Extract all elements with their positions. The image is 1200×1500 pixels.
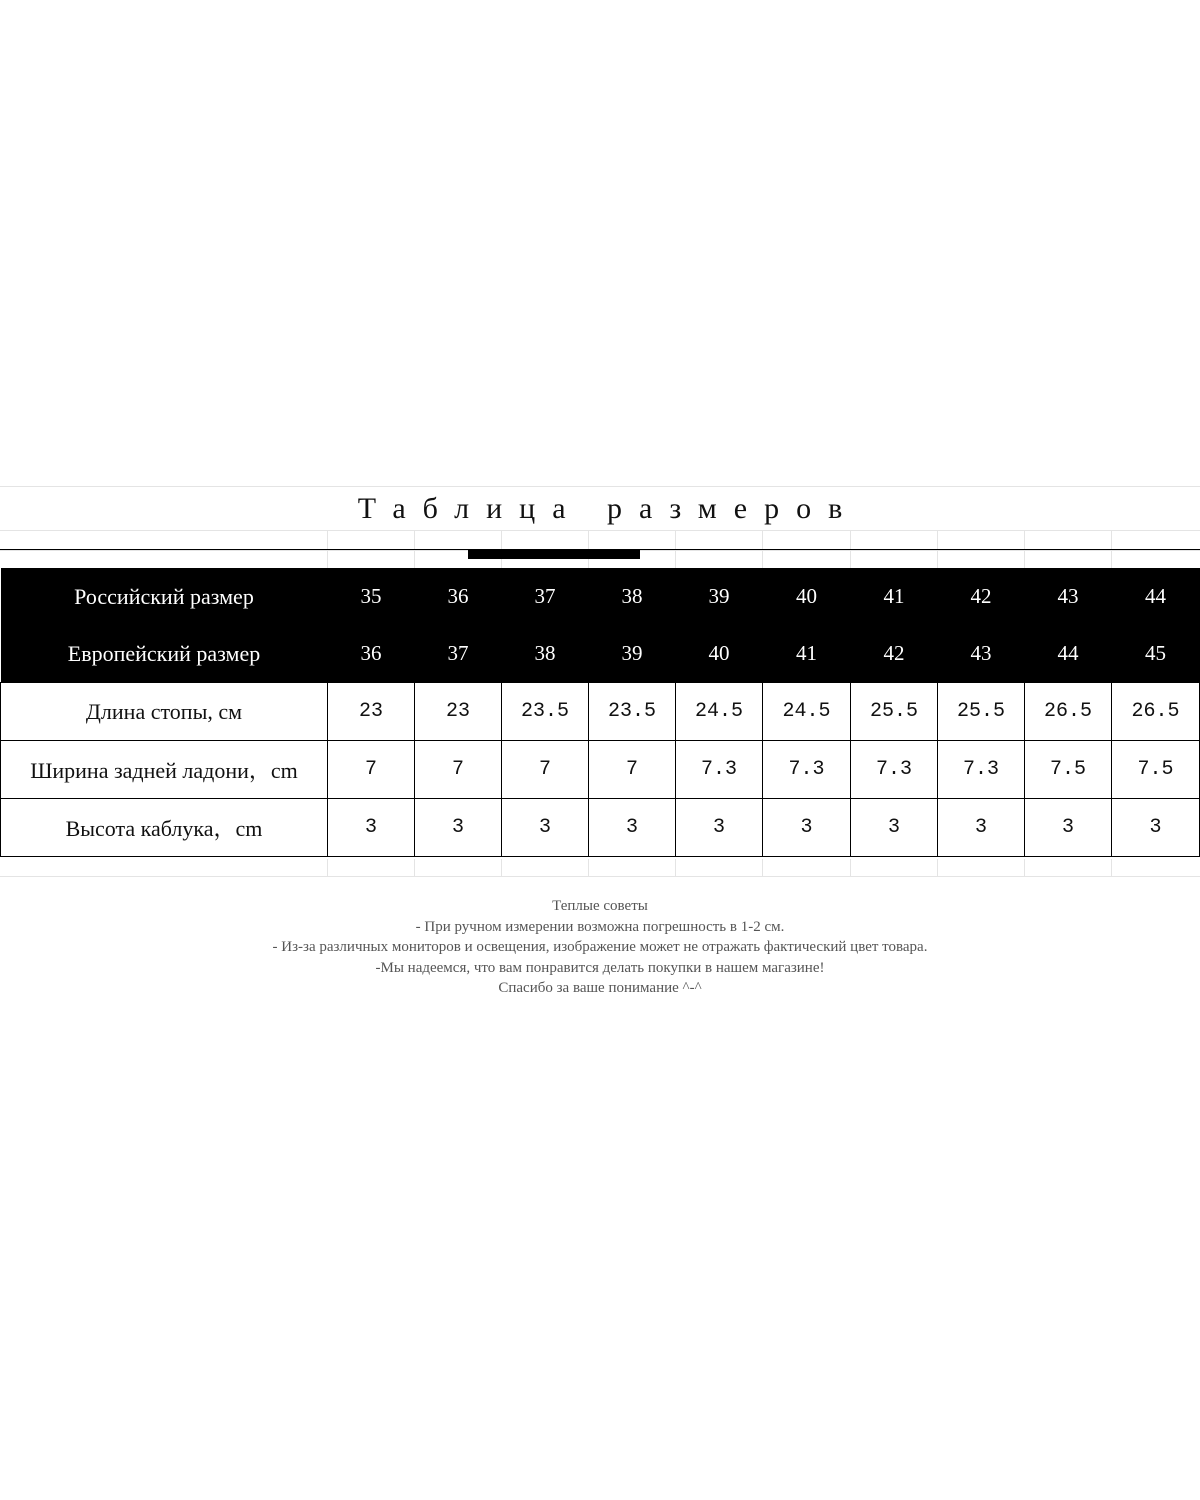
table-cell: 23.5 bbox=[502, 683, 589, 741]
table-cell: 7.3 bbox=[851, 741, 938, 799]
table-cell: 3 bbox=[938, 799, 1025, 857]
table-cell: 3 bbox=[1025, 799, 1112, 857]
size-chart-sheet bbox=[0, 486, 1200, 1016]
grid-line bbox=[0, 876, 1200, 877]
decorative-bar bbox=[468, 550, 640, 559]
table-cell: 7 bbox=[415, 741, 502, 799]
size-table bbox=[0, 568, 1200, 857]
table-cell: 37 bbox=[415, 625, 502, 683]
grid-line bbox=[675, 859, 676, 877]
table-cell: 3 bbox=[851, 799, 938, 857]
row-label: Российский размер bbox=[1, 568, 328, 625]
table-cell: 43 bbox=[1025, 568, 1112, 625]
table-cell: 3 bbox=[676, 799, 763, 857]
table-cell: 3 bbox=[1112, 799, 1200, 857]
table-cell: 25.5 bbox=[851, 683, 938, 741]
table-cell: 42 bbox=[851, 625, 938, 683]
row-label: Ширина задней ладони，cm bbox=[1, 741, 328, 799]
table-cell: 3 bbox=[763, 799, 851, 857]
row-label: Европейский размер bbox=[1, 625, 328, 683]
table-cell: 40 bbox=[763, 568, 851, 625]
grid-line bbox=[762, 859, 763, 877]
grid-line bbox=[588, 859, 589, 877]
tips-line: -Мы надеемся, что вам понравится делать покупки в нашем магазине! bbox=[375, 959, 825, 976]
table-cell: 7.3 bbox=[938, 741, 1025, 799]
tips-line: Спасибо за ваше понимание ^-^ bbox=[498, 980, 702, 997]
grid-line bbox=[327, 859, 328, 877]
table-cell: 39 bbox=[589, 625, 676, 683]
table-cell: 42 bbox=[938, 568, 1025, 625]
table-cell: 39 bbox=[676, 568, 763, 625]
tips-line: - Из-за различных мониторов и освещения, изображение может не отражать фактический цвет товара. bbox=[272, 939, 928, 956]
table-cell: 45 bbox=[1112, 625, 1200, 683]
table-cell: 25.5 bbox=[938, 683, 1025, 741]
table-cell: 44 bbox=[1112, 568, 1200, 625]
table-cell: 44 bbox=[1025, 625, 1112, 683]
table-cell: 26.5 bbox=[1025, 683, 1112, 741]
table-cell: 3 bbox=[328, 799, 415, 857]
tips-section bbox=[0, 896, 1200, 999]
table-cell: 41 bbox=[763, 625, 851, 683]
table-cell: 24.5 bbox=[676, 683, 763, 741]
table-cell: 7.5 bbox=[1112, 741, 1200, 799]
table-cell: 43 bbox=[938, 625, 1025, 683]
row-label: Длина стопы, см bbox=[1, 683, 328, 741]
table-cell: 36 bbox=[415, 568, 502, 625]
row-label: Высота каблука，cm bbox=[1, 799, 328, 857]
table-cell: 23.5 bbox=[589, 683, 676, 741]
table-cell: 7 bbox=[502, 741, 589, 799]
table-row-foot-length bbox=[1, 683, 1200, 741]
grid-line bbox=[1024, 859, 1025, 877]
table-cell: 23 bbox=[328, 683, 415, 741]
table-cell: 41 bbox=[851, 568, 938, 625]
table-cell: 40 bbox=[676, 625, 763, 683]
table-row-russian-size bbox=[1, 568, 1200, 625]
table-cell: 7.3 bbox=[676, 741, 763, 799]
table-cell: 7.5 bbox=[1025, 741, 1112, 799]
grid-line bbox=[414, 859, 415, 877]
table-cell: 7.3 bbox=[763, 741, 851, 799]
table-cell: 36 bbox=[328, 625, 415, 683]
table-cell: 7 bbox=[328, 741, 415, 799]
table-row-european-size bbox=[1, 625, 1200, 683]
table-cell: 3 bbox=[502, 799, 589, 857]
tips-heading: Теплые советы bbox=[552, 898, 648, 914]
table-cell: 3 bbox=[589, 799, 676, 857]
table-cell: 38 bbox=[502, 625, 589, 683]
grid-line bbox=[1111, 859, 1112, 877]
table-row-heel-height bbox=[1, 799, 1200, 857]
grid-line bbox=[0, 530, 1200, 531]
table-cell: 37 bbox=[502, 568, 589, 625]
table-cell: 24.5 bbox=[763, 683, 851, 741]
table-cell: 38 bbox=[589, 568, 676, 625]
tips-line: - При ручном измерении возможна погрешность в 1-2 см. bbox=[415, 918, 785, 935]
table-row-heel-width bbox=[1, 741, 1200, 799]
page-title: Таблица размеров bbox=[357, 492, 860, 525]
grid-line bbox=[501, 859, 502, 877]
table-cell: 35 bbox=[328, 568, 415, 625]
table-cell: 7 bbox=[589, 741, 676, 799]
table-cell: 26.5 bbox=[1112, 683, 1200, 741]
grid-line bbox=[937, 859, 938, 877]
table-cell: 3 bbox=[415, 799, 502, 857]
grid-line bbox=[850, 859, 851, 877]
table-cell: 23 bbox=[415, 683, 502, 741]
